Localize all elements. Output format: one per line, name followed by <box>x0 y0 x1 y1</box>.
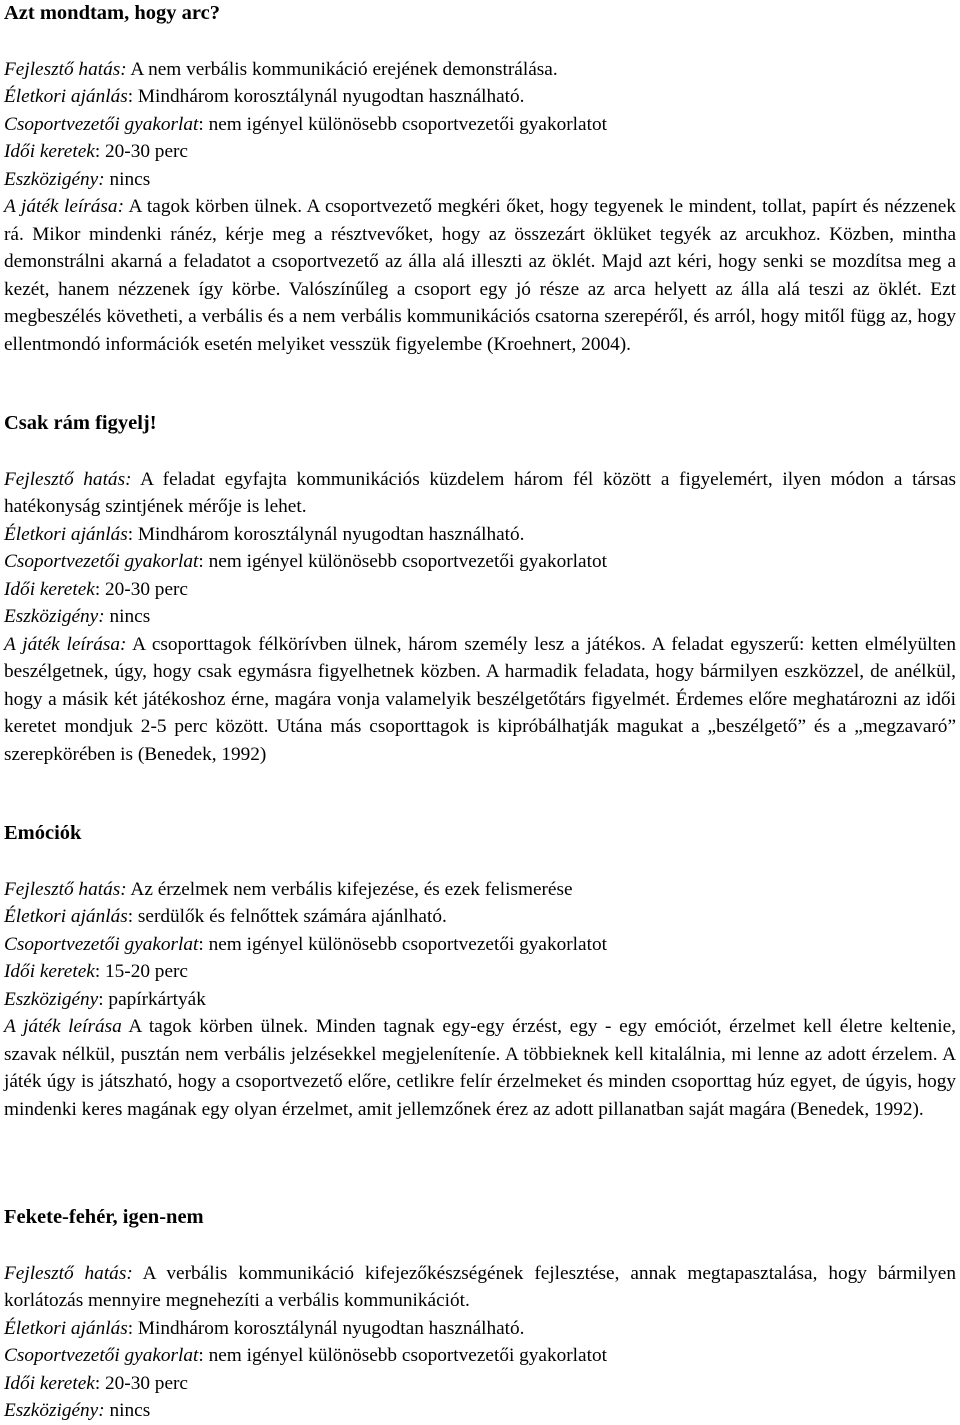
field-value: : papírkártyák <box>98 988 206 1010</box>
field-label: Csoportvezetői gyakorlat <box>4 1345 199 1366</box>
field-idoi-keretek <box>4 1370 956 1398</box>
field-value: : 20-30 perc <box>94 1372 188 1394</box>
description-text: A csoporttagok félkörívben ülnek, három személy lesz a játékos. A feladat egyszerű: ketten elmélyülten beszélgetnek, úgy, hogy csak egymásra figyelhetnek közben. A harmadik feladata, hogy bármilyen eszközzel, de anélkül, hogy a másik két játékoshoz érne, magára vonja valamelyik beszélgetőtárs figyelmét. Érdemes előre meghatározni az idői keretet mondjuk 2-5 perc között. Utána más csoporttagok is kipróbálhatják magukat a „beszélgető” és a „megzavaró” szerepkörében is (Benedek, 1992) <box>4 633 956 765</box>
section-fekete-feher <box>4 1204 956 1425</box>
field-label: Csoportvezetői gyakorlat <box>4 113 199 135</box>
field-value: : 20-30 perc <box>94 578 188 600</box>
description-label: A játék leírása <box>4 1016 122 1037</box>
field-csoportvezetoi-gyakorlat <box>4 548 956 576</box>
field-eszkozigeny <box>4 166 956 194</box>
field-idoi-keretek <box>4 958 956 986</box>
description-text: A tagok körben ülnek. Minden tagnak egy-egy érzést, egy - egy emóciót, érzelmet kell életre keltenie, szavak nélkül, pusztán nem verbális jelzésekkel megjeleníteníe. A többieknek kell kitalálnia, mi lenne az adott érzelem. A játék úgy is játszható, hogy a csoportvezető előre, cetlikre felír érzelmeket és minden csoporttag húz egyet, de úgyis, hogy mindenki keres magának egy olyan érzelmet, amit jellemzőnek érez az adott pillanatban saját magára (Benedek, 1992). <box>4 1016 956 1120</box>
field-value: nincs <box>104 606 151 627</box>
field-label: Fejlesztő hatás: <box>4 1262 133 1284</box>
game-description <box>4 1013 956 1123</box>
field-value: nincs <box>104 168 151 190</box>
field-label: Eszközigény: <box>4 1400 105 1421</box>
description-label: A játék leírása: <box>4 633 127 655</box>
field-fejleszto-hatas <box>4 1260 956 1315</box>
field-label: Idői keretek <box>4 578 95 600</box>
section-azt-mondtam <box>4 0 956 358</box>
field-label: Idői keretek <box>4 1372 95 1394</box>
field-fejleszto-hatas <box>4 56 956 84</box>
field-label: Életkori ajánlás <box>4 1317 128 1339</box>
field-csoportvezetoi-gyakorlat <box>4 931 956 959</box>
field-value: : serdülők és felnőttek számára ajánlható. <box>127 906 447 927</box>
description-label: A játék leírása: <box>4 196 124 217</box>
field-label: Életkori ajánlás <box>4 906 128 927</box>
field-eletkori-ajanlas <box>4 83 956 111</box>
field-label: Csoportvezetői gyakorlat <box>4 933 199 955</box>
description-text: A tagok körben ülnek. A csoportvezető megkéri őket, hogy tegyenek le mindent, tollat, papírt és nézzenek rá. Mikor mindenki ránéz, kérje meg a résztvevőket, hogy az összezárt öklüket tegyék az arcukhoz. Közben, mintha demonstrálni akarná a feladatot a csoportvezető az álla alá illeszti az öklét. Majd azt kéri, hogy senki se mozdítsa meg a kezét, hanem nézzenek így körbe. Valószínűleg a csoport egy jó része az arca helyett az álla alá teszi az öklét. Ezt megbeszélés követheti, a verbális és a nem verbális kommunikációs csatorna szerepéről, és arról, hogy mitől függ az, hogy ellentmondó információk esetén melyiket vesszük figyelembe (Kroehnert, 2004). <box>4 196 956 355</box>
field-idoi-keretek <box>4 576 956 604</box>
field-csoportvezetoi-gyakorlat <box>4 1342 956 1370</box>
field-value: : Mindhárom korosztálynál nyugodtan használható. <box>127 86 525 107</box>
field-idoi-keretek <box>4 138 956 166</box>
section-emociok <box>4 820 956 1123</box>
field-fejleszto-hatas <box>4 876 956 904</box>
field-label: Csoportvezetői gyakorlat <box>4 551 199 572</box>
field-value: nincs <box>104 1400 151 1421</box>
game-description <box>4 631 956 769</box>
field-value: : 20-30 perc <box>94 141 188 162</box>
field-value: A verbális kommunikáció kifejezőkészségének fejlesztése, annak megtapasztalása, hogy bármilyen korlátozás mennyire megnehezíti a verbális kommunikációt. <box>4 1262 956 1311</box>
field-eszkozigeny <box>4 986 956 1014</box>
section-title: Emóciók <box>4 822 82 844</box>
field-label: Fejlesztő hatás: <box>4 878 127 900</box>
field-value: : nem igényel különösebb csoportvezetői gyakorlatot <box>198 933 607 955</box>
field-value: : Mindhárom korosztálynál nyugodtan használható. <box>127 523 525 545</box>
section-title: Fekete-fehér, igen-nem <box>4 1206 204 1228</box>
field-label: Eszközigény: <box>4 606 105 627</box>
field-eszkozigeny <box>4 1397 956 1425</box>
section-title: Azt mondtam, hogy arc? <box>4 2 220 24</box>
field-csoportvezetoi-gyakorlat <box>4 111 956 139</box>
field-value: : nem igényel különösebb csoportvezetői gyakorlatot <box>198 113 607 135</box>
field-eszkozigeny <box>4 603 956 631</box>
field-label: Idői keretek <box>4 961 95 982</box>
section-csak-ram-figyelj <box>4 410 956 768</box>
field-label: Fejlesztő hatás: <box>4 468 132 490</box>
field-value: A feladat egyfajta kommunikációs küzdelem három fél között a figyelemért, ilyen módon a társas hatékonyság szintjének mérője is lehet. <box>4 468 957 517</box>
field-value: : Mindhárom korosztálynál nyugodtan használható. <box>127 1317 525 1339</box>
field-value: Az érzelmek nem verbális kifejezése, és ezek felismerése <box>126 878 573 900</box>
field-value: : nem igényel különösebb csoportvezetői gyakorlatot <box>198 1345 607 1366</box>
field-label: Eszközigény: <box>4 168 105 190</box>
field-eletkori-ajanlas <box>4 903 956 931</box>
field-eletkori-ajanlas <box>4 521 956 549</box>
game-description <box>4 193 956 358</box>
field-label: Életkori ajánlás <box>4 86 128 107</box>
field-label: Életkori ajánlás <box>4 523 128 545</box>
field-label: Idői keretek <box>4 141 95 162</box>
field-label: Fejlesztő hatás: <box>4 58 127 80</box>
field-value: A nem verbális kommunikáció erejének demonstrálása. <box>126 58 558 80</box>
field-label: Eszközigény <box>4 988 99 1010</box>
field-fejleszto-hatas <box>4 466 956 521</box>
field-value: : 15-20 perc <box>94 961 188 982</box>
section-title: Csak rám figyelj! <box>4 412 157 434</box>
field-eletkori-ajanlas <box>4 1315 956 1343</box>
field-value: : nem igényel különösebb csoportvezetői gyakorlatot <box>198 551 607 572</box>
